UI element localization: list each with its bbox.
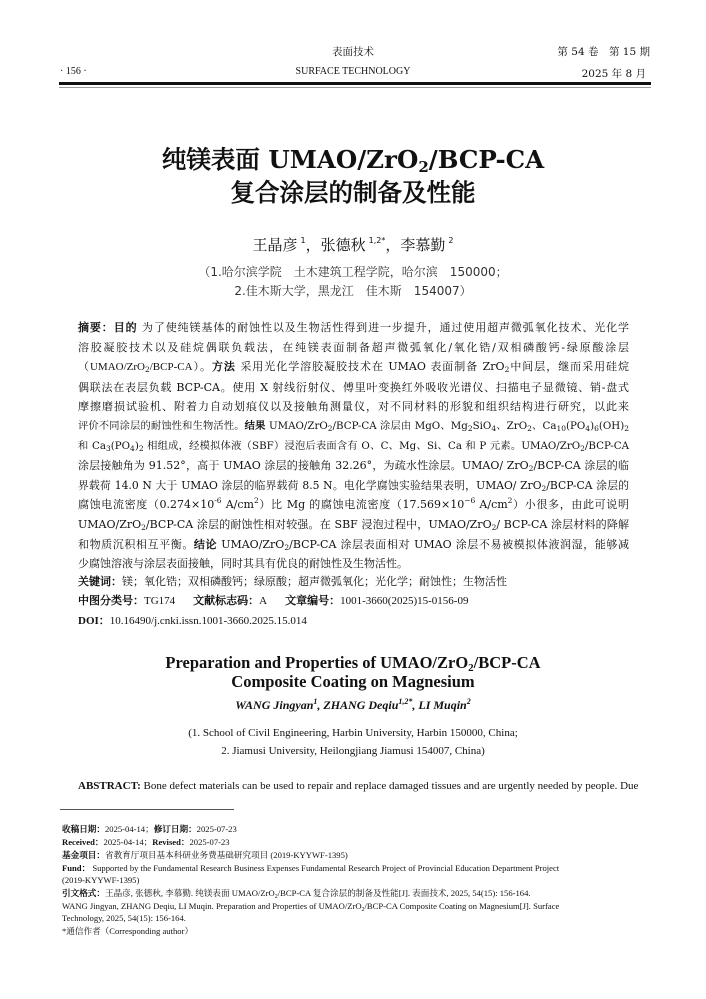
doc-code-label: 文献标志码： — [193, 594, 260, 607]
abstract-en-label: ABSTRACT: — [78, 780, 141, 792]
author-name: LI Muqin — [418, 698, 467, 712]
affiliation-en-2: 2. Jiamusi University, Heilongjiang Jiamusi 154007, China) — [221, 745, 485, 757]
title-en-line1: Preparation and Properties of UMAO/ZrO$_2$/BCP-CA — [165, 653, 541, 674]
abstract-line: 界载荷 14.0 N 大于 UMAO 涂层的临界载荷 8.5 N。电化学腐蚀实验结果表明，UMAO/ ZrO$_2$/BCP-CA 涂层的 — [78, 478, 629, 493]
page-number: · 156 · — [60, 66, 87, 77]
doi-value[interactable]: 10.16490/j.cnki.issn.1001-3660.2025.15.014 — [109, 615, 307, 627]
footnote-citation-en: WANG Jingyan, ZHANG Deqiu, LI Muqin. Preparation and Properties of UMAO/ZrO$_2$/BCP-CA Composite Coating on Magnesium[J]. Surface Technology, 2025, 54(15): 156-164. — [62, 901, 560, 924]
volume-issue: 第 54 卷 第 15 期 — [557, 46, 650, 58]
author-affil-mark: 1,2* — [368, 236, 386, 245]
header-rule-thick — [59, 82, 651, 85]
method-label: 方法 — [211, 360, 236, 374]
abstract-line: 和物质沉积相互平衡。结论 UMAO/ZrO$_2$/BCP-CA 涂层表面相对 UMAO 涂层不易被模拟体液润湿，能够减 — [78, 537, 629, 552]
author-name: WANG Jingyan — [235, 698, 314, 712]
abstract-line: 偶联法在表层负载 BCP-CA。使用 X 射线衍射仪、傅里叶变换红外吸收光谱仪、扫描电子显微镜、销-盘式 — [78, 380, 629, 394]
keywords — [78, 573, 507, 589]
doi-row — [78, 612, 307, 628]
title-cn-line2: 复合涂层的制备及性能 — [230, 178, 476, 207]
title-cn-text: 纯镁表面 UMAO/ZrO — [161, 145, 419, 174]
author-name: ZHANG Deqiu — [323, 698, 399, 712]
abstract-line: 腐蚀电流密度（$0.274\times 10^{-6}$ $A/cm^2$）比 Mg 的腐蚀电流密度（$17.569\times 10^{-6}$ $A/cm^2$）小很多，由此可说明 — [78, 496, 629, 512]
authors-en: WANG Jingyan$^1$, ZHANG Deqiu$^{1,2*}$, LI Muqin$^2$ — [235, 697, 471, 712]
article-no-value: 1001-3660(2025)15-0156-09 — [340, 595, 469, 607]
abstract-en — [78, 780, 638, 792]
footnote-citation-cn: 引文格式：王晶彦, 张德秋, 李慕勤. 纯镁表面 UMAO/ZrO$_2$/BCP-CA 复合涂层的制备及性能[J]. 表面技术, 2025, 54(15): 156-164. — [62, 888, 531, 900]
author-affil-mark: 1 — [300, 236, 306, 245]
result-label: 结果 — [244, 419, 266, 432]
abstract-line: 评价不同涂层的耐蚀性和生物活性。结果 UMAO/ZrO$_2$/BCP-CA 涂层由 MgO、$Mg_2SiO_4$、ZrO$_2$、$Ca_{10}(PO_4)_6(OH)_2$ — [78, 419, 629, 433]
abstract-label: 摘要： — [78, 321, 114, 334]
clc-label: 中图分类号： — [78, 594, 144, 607]
abstract-line: 摘要：目的 为了使纯镁基体的耐蚀性以及生物活性得到进一步提升，通过使用超声微弧氧化技术、光化学 — [78, 321, 630, 334]
title-cn-text: /BCP-CA — [428, 145, 545, 174]
author-name: 张德秋 — [320, 236, 366, 254]
author-name: 王晶彦 — [252, 236, 298, 254]
header-rule-thin — [59, 87, 651, 88]
clc-value: TG174 — [144, 595, 176, 607]
running-header-journal-cn: 表面技术 — [332, 46, 374, 58]
affiliation-en-1: (1. School of Civil Engineering, Harbin University, Harbin 150000, China; — [188, 727, 518, 739]
affiliation-cn-2: 2.佳木斯大学，黑龙江 佳木斯 154007） — [234, 284, 472, 298]
abstract-line: 少腐蚀溶液与涂层表面接触，同时其具有优良的耐蚀性及生物活性。 — [78, 557, 408, 571]
title-cn-line1 — [0, 143, 706, 176]
doc-code-value: A — [259, 595, 268, 607]
author-sep: ， — [305, 236, 321, 254]
running-header-journal-en: SURFACE TECHNOLOGY — [295, 66, 411, 77]
footnote-fund-cn: 基金项目：省教育厅项目基本科研业务费基础研究项目 (2019-KYYWF-1395) — [62, 850, 348, 860]
keywords-value: 镁；氧化锆；双相磷酸钙；绿原酸；超声微弧氧化；光化学；耐蚀性；生物活性 — [122, 575, 507, 588]
objective-label: 目的 — [113, 321, 138, 334]
abstract-line: （UMAO/ZrO$_2$/BCP-CA）。方法 采用光化学溶胶凝胶技术在 UMAO 表面制备 ZrO$_2$中间层，继而采用硅烷 — [78, 360, 630, 375]
author-affil-mark: 2 — [448, 236, 454, 245]
footnote-rule — [60, 809, 234, 810]
footnote-corresponding-author: *通信作者（Corresponding author） — [62, 926, 194, 936]
authors-cn — [0, 234, 706, 255]
title-en-line2: Composite Coating on Magnesium — [231, 672, 475, 691]
author-name: 李慕勤 — [400, 236, 446, 254]
abstract-line: 涂层接触角为 91.52°，高于 UMAO 涂层的接触角 32.26°，为疏水性涂层。UMAO/ ZrO$_2$/BCP-CA 涂层的临 — [78, 459, 629, 474]
abstract-line: 溶胶凝胶技术以及硅烷偶联负载法，在纯镁表面制备超声微弧氧化/氧化锆/双相磷酸钙-绿原酸涂层 — [78, 340, 629, 354]
footnote-received-cn: 收稿日期：2025-04-14；修订日期：2025-07-23 — [62, 824, 237, 834]
classification-row — [78, 592, 468, 608]
article-no-label: 文章编号： — [285, 594, 341, 607]
abstract-cn — [78, 318, 629, 574]
keywords-label: 关键词： — [78, 575, 122, 588]
issue-date: 2025 年 8 月 — [581, 68, 646, 80]
abstract-line: UMAO/ZrO$_2$/BCP-CA 涂层的耐蚀性相对较强。在 SBF 浸泡过程中，UMAO/ZrO$_2$/ BCP-CA 涂层材料的降解 — [78, 517, 629, 532]
abstract-en-text: Bone defect materials can be used to repair and replace damaged tissues and are urgently needed by people. Due — [140, 780, 639, 792]
conclusion-label: 结论 — [193, 537, 218, 551]
title-cn-subscript: 2 — [418, 158, 429, 176]
footnote-received-en: Received：2025-04-14；Revised：2025-07-23 — [62, 837, 230, 847]
affiliation-cn-1: （1.哈尔滨学院 土木建筑工程学院，哈尔滨 150000； — [198, 265, 508, 279]
doi-label: DOI： — [78, 615, 110, 627]
footnote-fund-en: Fund： Supported by the Fundamental Research Business Expenses Fundamental Research Project of Provincial Education Department Project (2019-KYYWF-1395) — [62, 863, 560, 886]
author-sep: ， — [385, 236, 401, 254]
abstract-line: 和 $Ca_3(PO_4)_2$ 相组成，经模拟体液（SBF）浸泡后表面含有 O、C、Mg、Si、Ca 和 P 元素。UMAO/ZrO$_2$/BCP-CA — [78, 439, 629, 453]
abstract-line: 摩擦磨损试验机、附着力自动划痕仪以及接触角测量仪，对不同材料的形貌和组织结构进行研究，以此来 — [78, 400, 629, 414]
